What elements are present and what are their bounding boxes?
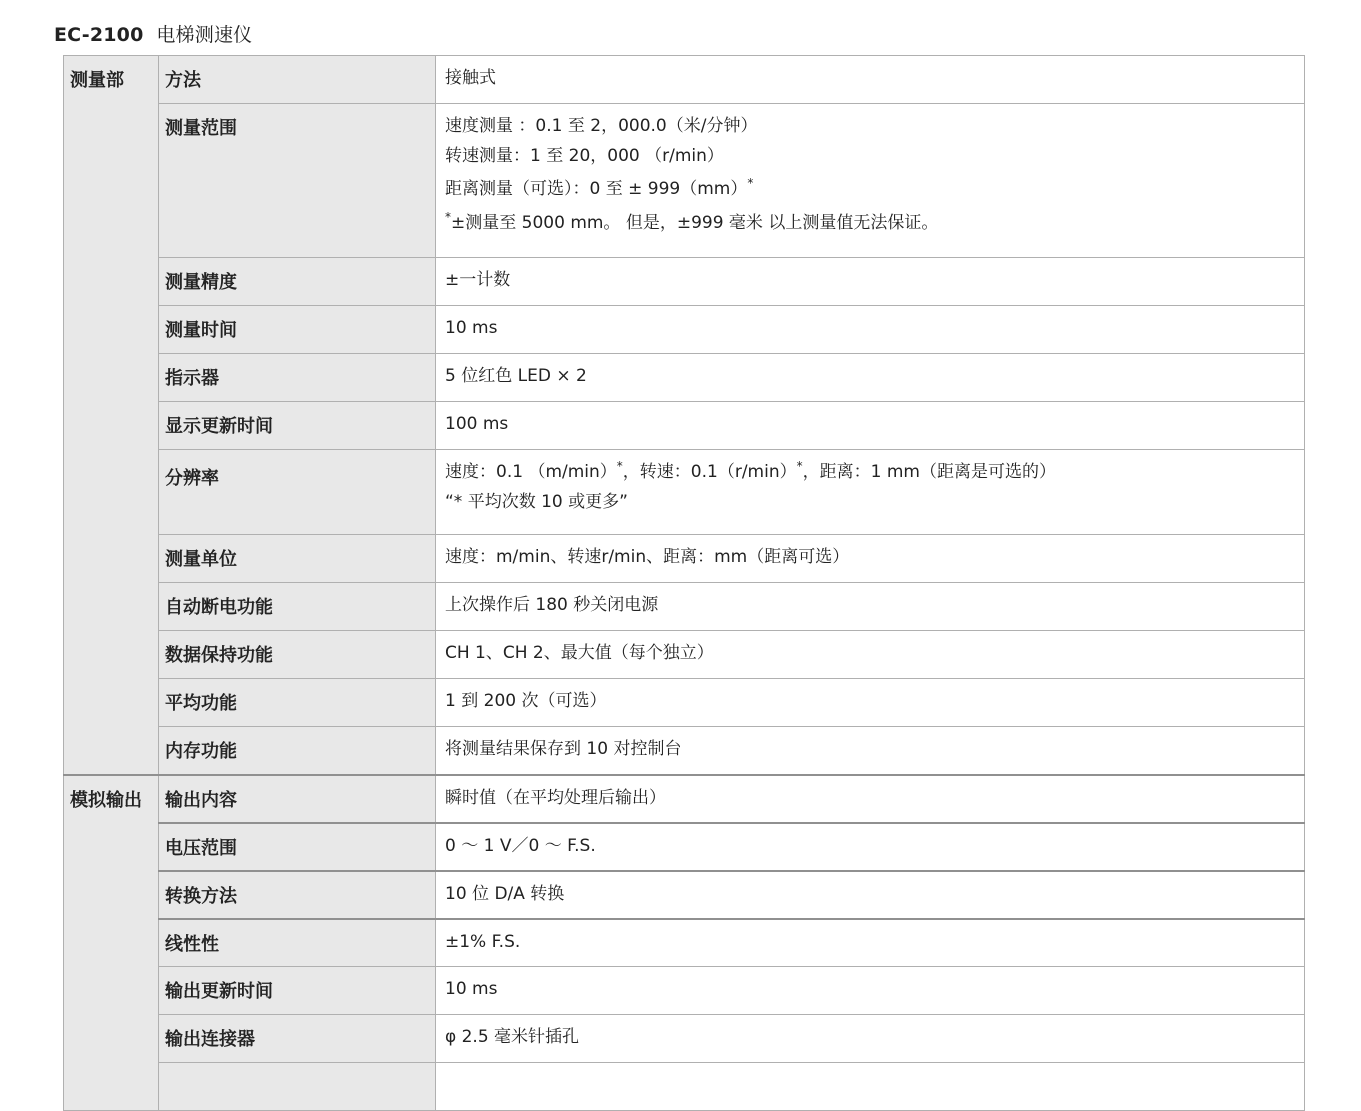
table-row bbox=[64, 1015, 1305, 1063]
row-value bbox=[436, 631, 1305, 679]
row-label: 显示更新时间 bbox=[159, 402, 436, 450]
row-label: 输出更新时间 bbox=[159, 967, 436, 1015]
value-text: ±一计数 bbox=[445, 270, 511, 290]
row-value bbox=[436, 775, 1305, 823]
row-label: 数据保持功能 bbox=[159, 631, 436, 679]
value-text: 10 位 D/A 转换 bbox=[445, 883, 565, 904]
value-text: 速度：0.1 （m/min） bbox=[445, 462, 617, 482]
value-line: 转速测量：1 至 20，000 （r/min） bbox=[445, 146, 724, 166]
category-cell: 测量部 bbox=[64, 56, 159, 775]
value-text: CH 1、CH 2、最大值（每个独立） bbox=[445, 643, 714, 663]
value-text: 10 ms bbox=[445, 979, 498, 999]
row-value bbox=[436, 402, 1305, 450]
row-label: 电压范围 bbox=[159, 823, 436, 871]
value-text: ±1% F.S. bbox=[445, 931, 521, 952]
table-row bbox=[64, 258, 1305, 306]
row-value bbox=[436, 679, 1305, 727]
row-label: 指示器 bbox=[159, 354, 436, 402]
table-row bbox=[64, 56, 1305, 104]
row-value bbox=[436, 727, 1305, 775]
row-label: 分辨率 bbox=[159, 450, 436, 535]
row-value bbox=[436, 56, 1305, 104]
row-value bbox=[436, 535, 1305, 583]
table-row bbox=[64, 631, 1305, 679]
value-text: 距离测量（可选）：0 至 ± 999（mm） bbox=[445, 179, 748, 199]
row-label: 自动断电功能 bbox=[159, 583, 436, 631]
category-cell: 模拟输出 bbox=[64, 775, 159, 1111]
table-row bbox=[64, 823, 1305, 871]
row-label: 内存功能 bbox=[159, 727, 436, 775]
table-row bbox=[64, 104, 1305, 258]
value-text: 5 位红色 LED × 2 bbox=[445, 366, 587, 386]
value-line bbox=[445, 208, 1304, 238]
row-label: 测量单位 bbox=[159, 535, 436, 583]
table-row bbox=[64, 306, 1305, 354]
value-text: φ 2.5 毫米针插孔 bbox=[445, 1027, 580, 1047]
value-line: “* 平均次数 10 或更多” bbox=[445, 492, 628, 512]
value-text: 上次操作后 180 秒关闭电源 bbox=[445, 595, 659, 615]
table-row bbox=[64, 354, 1305, 402]
table-row bbox=[64, 450, 1305, 535]
spec-table bbox=[63, 55, 1305, 1111]
row-label: 转换方法 bbox=[159, 871, 436, 919]
row-value bbox=[436, 967, 1305, 1015]
value-text: 接触式 bbox=[445, 68, 496, 88]
footnote-mark: * bbox=[747, 176, 754, 190]
table-row bbox=[64, 583, 1305, 631]
row-label: 测量范围 bbox=[159, 104, 436, 258]
table-row bbox=[64, 967, 1305, 1015]
table-row bbox=[64, 535, 1305, 583]
footnote-mark: * bbox=[796, 459, 803, 473]
row-value bbox=[436, 258, 1305, 306]
value-text: 100 ms bbox=[445, 414, 509, 434]
value-text: ，转速：0.1（r/min） bbox=[622, 462, 797, 482]
table-row bbox=[64, 679, 1305, 727]
value-text: 将测量结果保存到 10 对控制台 bbox=[445, 739, 682, 759]
table-row bbox=[64, 402, 1305, 450]
value-text: ±测量至 5000 mm。 但是，±999 毫米 以上测量值无法保证。 bbox=[451, 213, 939, 233]
value-text: 瞬时值（在平均处理后输出） bbox=[445, 787, 666, 808]
row-label: 平均功能 bbox=[159, 679, 436, 727]
footnote-mark: * bbox=[616, 459, 623, 473]
footnote-mark: * bbox=[445, 210, 451, 224]
row-label: 线性性 bbox=[159, 919, 436, 967]
row-value bbox=[436, 583, 1305, 631]
value-text bbox=[445, 1026, 1304, 1048]
row-label: 输出内容 bbox=[159, 775, 436, 823]
row-value bbox=[436, 1015, 1305, 1063]
row-value bbox=[436, 104, 1305, 258]
row-value bbox=[436, 919, 1305, 967]
value-text: 0 ～ 1 V／0 ～ F.S. bbox=[445, 835, 596, 856]
model-code: EC-2100 bbox=[54, 24, 144, 46]
row-value bbox=[436, 306, 1305, 354]
row-label: 测量时间 bbox=[159, 306, 436, 354]
table-row bbox=[64, 775, 1305, 823]
row-value bbox=[436, 354, 1305, 402]
row-value bbox=[436, 823, 1305, 871]
value-line: 速度测量 ：0.1 至 2，000.0（米/分钟） bbox=[445, 116, 758, 136]
row-label: 输出连接器 bbox=[159, 1015, 436, 1063]
value-text: 1 到 200 次（可选） bbox=[445, 691, 607, 711]
row-value bbox=[436, 871, 1305, 919]
table-row bbox=[64, 871, 1305, 919]
row-label: 方法 bbox=[159, 56, 436, 104]
value-line bbox=[445, 457, 1304, 487]
page-title bbox=[54, 20, 252, 47]
value-text: ，距离：1 mm（距离是可选的） bbox=[802, 462, 1056, 482]
table-row bbox=[64, 727, 1305, 775]
value-text: 速度：m/min、转速r/min、距离：mm（距离可选） bbox=[445, 547, 850, 567]
row-value bbox=[436, 450, 1305, 535]
value-text: 10 ms bbox=[445, 318, 498, 338]
row-label: 测量精度 bbox=[159, 258, 436, 306]
product-name: 电梯测速仪 bbox=[156, 24, 253, 46]
value-line bbox=[445, 171, 1304, 208]
table-row bbox=[64, 919, 1305, 967]
